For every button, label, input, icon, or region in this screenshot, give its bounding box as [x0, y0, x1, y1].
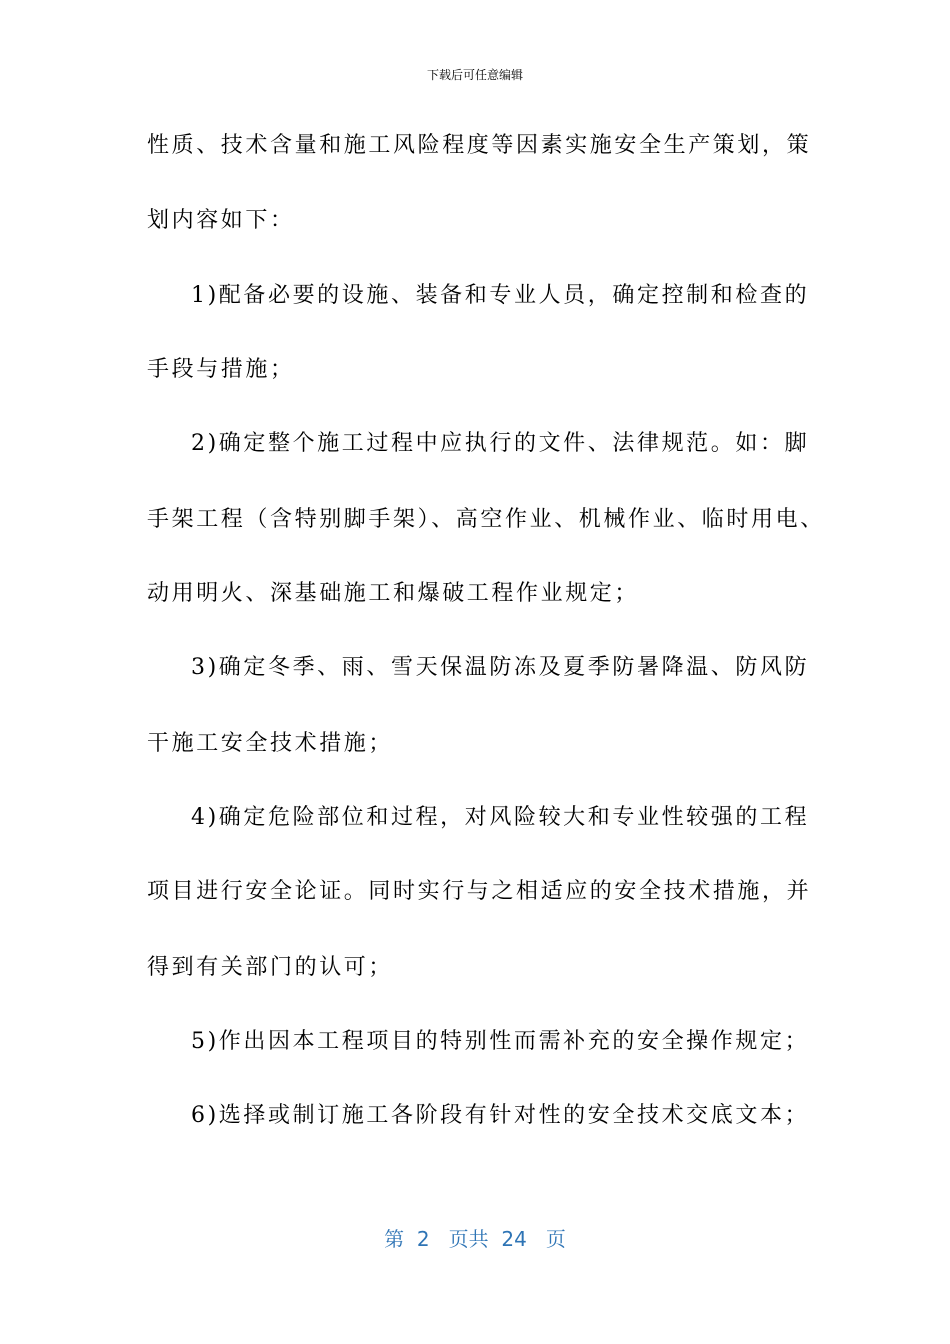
- footer-middle: 页共: [448, 1227, 489, 1251]
- text-line: 4)确定危险部位和过程，对风险较大和专业性较强的工程: [191, 805, 810, 830]
- text-line: 性质、技术含量和施工风险程度等因素实施安全生产策划，策: [147, 133, 812, 158]
- footer-prefix: 第: [384, 1227, 405, 1251]
- text-line: 得到有关部门的认可；: [147, 955, 394, 980]
- text-line: 2)确定整个施工过程中应执行的文件、法律规范。如：脚: [191, 431, 810, 456]
- header-note: 下载后可任意编辑: [426, 68, 523, 82]
- text-line: 项目进行安全论证。同时实行与之相适应的安全技术措施，并: [147, 879, 812, 904]
- footer-suffix: 页: [545, 1227, 566, 1251]
- text-line: 划内容如下：: [147, 208, 295, 233]
- text-line: 干施工安全技术措施；: [147, 731, 394, 756]
- current-page-number: 2: [416, 1227, 430, 1251]
- text-line: 6)选择或制订施工各阶段有针对性的安全技术交底文本；: [191, 1103, 810, 1128]
- text-line: 1)配备必要的设施、装备和专业人员，确定控制和检查的: [191, 283, 810, 308]
- page-number-footer: [0, 1226, 950, 1252]
- text-line: 5)作出因本工程项目的特别性而需补充的安全操作规定；: [191, 1029, 810, 1054]
- total-pages-number: 24: [501, 1227, 527, 1251]
- text-line: 动用明火、深基础施工和爆破工程作业规定；: [147, 581, 640, 606]
- text-line: 手架工程（含特别脚手架）、高空作业、机械作业、临时用电、: [147, 507, 825, 532]
- text-line: 手段与措施；: [147, 357, 295, 382]
- text-line: 3)确定冬季、雨、雪天保温防冻及夏季防暑降温、防风防: [191, 655, 810, 680]
